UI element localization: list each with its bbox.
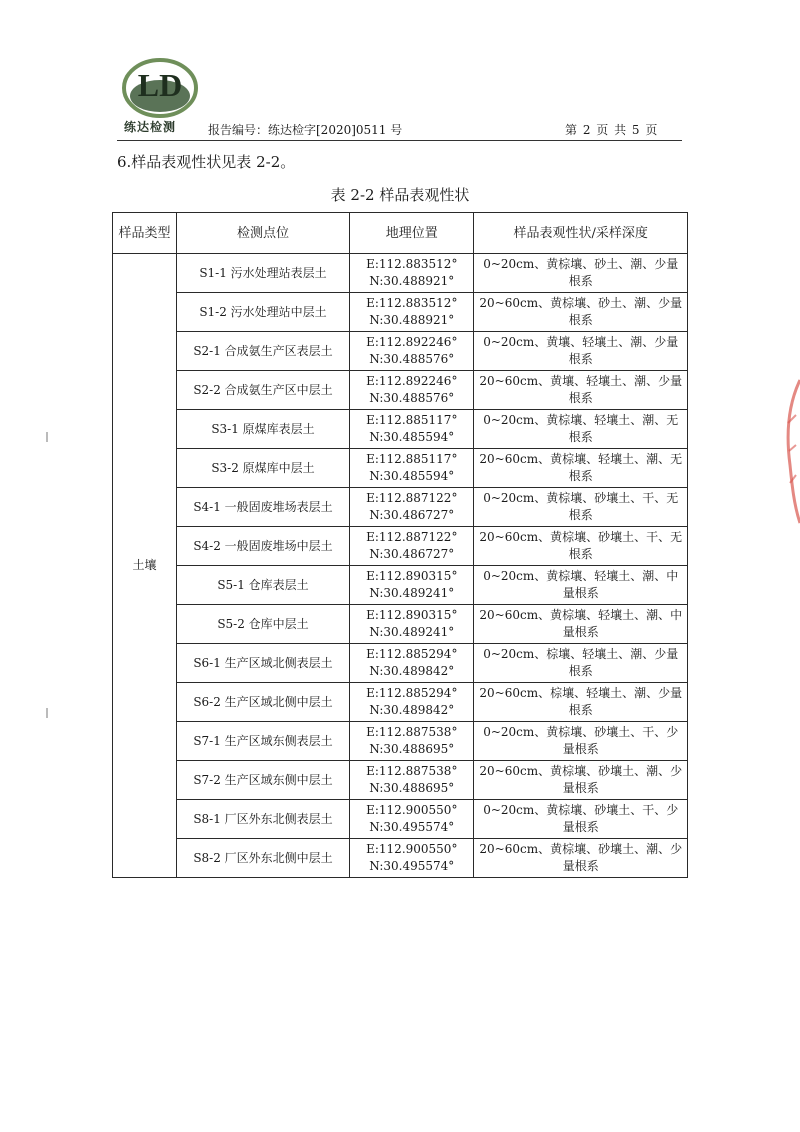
table-row bbox=[113, 800, 688, 839]
appearance-cell: 0~20cm、黄棕壤、轻壤土、潮、无根系 bbox=[474, 410, 688, 449]
latitude: N:30.495574° bbox=[369, 820, 455, 834]
point-cell: S1-1 污水处理站表层土 bbox=[176, 254, 349, 293]
location-cell bbox=[350, 605, 474, 644]
longitude: E:112.892246° bbox=[366, 374, 458, 388]
longitude: E:112.887122° bbox=[366, 530, 458, 544]
longitude: E:112.900550° bbox=[366, 842, 458, 856]
latitude: N:30.485594° bbox=[369, 430, 455, 444]
header-sample-type: 样品类型 bbox=[113, 213, 177, 254]
appearance-cell: 20~60cm、黄壤、轻壤土、潮、少量根系 bbox=[474, 371, 688, 410]
binding-mark bbox=[46, 708, 48, 718]
latitude: N:30.488576° bbox=[369, 391, 455, 405]
point-cell: S3-1 原煤库表层土 bbox=[176, 410, 349, 449]
table-row bbox=[113, 722, 688, 761]
point-cell: S1-2 污水处理站中层土 bbox=[176, 293, 349, 332]
header-divider bbox=[117, 140, 682, 141]
location-cell bbox=[350, 449, 474, 488]
latitude: N:30.495574° bbox=[369, 859, 455, 873]
table-row bbox=[113, 761, 688, 800]
longitude: E:112.892246° bbox=[366, 335, 458, 349]
latitude: N:30.485594° bbox=[369, 469, 455, 483]
sample-type-cell: 土壤 bbox=[113, 254, 177, 878]
latitude: N:30.489241° bbox=[369, 586, 455, 600]
table-row bbox=[113, 644, 688, 683]
latitude: N:30.488921° bbox=[369, 313, 455, 327]
point-cell: S6-1 生产区域北侧表层土 bbox=[176, 644, 349, 683]
table-row bbox=[113, 449, 688, 488]
table-row bbox=[113, 293, 688, 332]
table-caption: 表 2-2 样品表观性状 bbox=[330, 186, 470, 204]
point-cell: S4-2 一般固废堆场中层土 bbox=[176, 527, 349, 566]
longitude: E:112.887122° bbox=[366, 491, 458, 505]
latitude: N:30.488921° bbox=[369, 274, 455, 288]
latitude: N:30.489842° bbox=[369, 703, 455, 717]
seal-stamp-fragment bbox=[784, 375, 800, 525]
point-cell: S5-1 仓库表层土 bbox=[176, 566, 349, 605]
location-cell bbox=[350, 683, 474, 722]
appearance-cell: 20~60cm、棕壤、轻壤土、潮、少量根系 bbox=[474, 683, 688, 722]
location-cell bbox=[350, 371, 474, 410]
header-appearance: 样品表观性状/采样深度 bbox=[474, 213, 688, 254]
longitude: E:112.890315° bbox=[366, 608, 458, 622]
table-row bbox=[113, 371, 688, 410]
point-cell: S8-2 厂区外东北侧中层土 bbox=[176, 839, 349, 878]
longitude: E:112.885117° bbox=[366, 452, 458, 466]
longitude: E:112.887538° bbox=[366, 764, 458, 778]
section-title: 6.样品表观性状见表 2-2。 bbox=[117, 153, 296, 171]
point-cell: S6-2 生产区域北侧中层土 bbox=[176, 683, 349, 722]
sample-appearance-table bbox=[112, 212, 688, 878]
report-number: 报告编号：练达检字[2020]0511 号 bbox=[208, 123, 403, 137]
point-cell: S4-1 一般固废堆场表层土 bbox=[176, 488, 349, 527]
location-cell bbox=[350, 254, 474, 293]
point-cell: S5-2 仓库中层土 bbox=[176, 605, 349, 644]
header-location: 地理位置 bbox=[350, 213, 474, 254]
table-header-row bbox=[113, 213, 688, 254]
binding-mark bbox=[46, 432, 48, 442]
location-cell bbox=[350, 722, 474, 761]
appearance-cell: 0~20cm、黄棕壤、轻壤土、潮、中量根系 bbox=[474, 566, 688, 605]
latitude: N:30.486727° bbox=[369, 547, 455, 561]
table-row bbox=[113, 488, 688, 527]
logo-text: LD bbox=[137, 67, 183, 103]
company-logo bbox=[120, 56, 200, 120]
appearance-cell: 20~60cm、黄棕壤、砂壤土、干、无根系 bbox=[474, 527, 688, 566]
latitude: N:30.488695° bbox=[369, 742, 455, 756]
appearance-cell: 0~20cm、黄壤、轻壤土、潮、少量根系 bbox=[474, 332, 688, 371]
longitude: E:112.885294° bbox=[366, 686, 458, 700]
longitude: E:112.885117° bbox=[366, 413, 458, 427]
longitude: E:112.885294° bbox=[366, 647, 458, 661]
table-row bbox=[113, 683, 688, 722]
point-cell: S8-1 厂区外东北侧表层土 bbox=[176, 800, 349, 839]
table-row bbox=[113, 332, 688, 371]
point-cell: S2-1 合成氨生产区表层土 bbox=[176, 332, 349, 371]
latitude: N:30.488576° bbox=[369, 352, 455, 366]
location-cell bbox=[350, 332, 474, 371]
location-cell bbox=[350, 839, 474, 878]
appearance-cell: 0~20cm、棕壤、轻壤土、潮、少量根系 bbox=[474, 644, 688, 683]
table-row bbox=[113, 605, 688, 644]
latitude: N:30.489241° bbox=[369, 625, 455, 639]
point-cell: S3-2 原煤库中层土 bbox=[176, 449, 349, 488]
appearance-cell: 0~20cm、黄棕壤、砂壤土、干、少量根系 bbox=[474, 800, 688, 839]
table-row bbox=[113, 566, 688, 605]
longitude: E:112.890315° bbox=[366, 569, 458, 583]
longitude: E:112.883512° bbox=[366, 296, 458, 310]
latitude: N:30.486727° bbox=[369, 508, 455, 522]
location-cell bbox=[350, 761, 474, 800]
header-point: 检测点位 bbox=[176, 213, 349, 254]
appearance-cell: 20~60cm、黄棕壤、砂壤土、潮、少量根系 bbox=[474, 761, 688, 800]
logo-subtitle: 练达检测 bbox=[124, 120, 177, 134]
table-row bbox=[113, 410, 688, 449]
latitude: N:30.489842° bbox=[369, 664, 455, 678]
appearance-cell: 0~20cm、黄棕壤、砂土、潮、少量根系 bbox=[474, 254, 688, 293]
table-row bbox=[113, 527, 688, 566]
page-indicator: 第 2 页 共 5 页 bbox=[565, 123, 658, 137]
appearance-cell: 0~20cm、黄棕壤、砂壤土、干、无根系 bbox=[474, 488, 688, 527]
appearance-cell: 20~60cm、黄棕壤、轻壤土、潮、无根系 bbox=[474, 449, 688, 488]
appearance-cell: 20~60cm、黄棕壤、轻壤土、潮、中量根系 bbox=[474, 605, 688, 644]
table-row bbox=[113, 254, 688, 293]
location-cell bbox=[350, 293, 474, 332]
location-cell bbox=[350, 566, 474, 605]
location-cell bbox=[350, 410, 474, 449]
table-row bbox=[113, 839, 688, 878]
location-cell bbox=[350, 644, 474, 683]
longitude: E:112.900550° bbox=[366, 803, 458, 817]
latitude: N:30.488695° bbox=[369, 781, 455, 795]
location-cell bbox=[350, 527, 474, 566]
point-cell: S7-2 生产区域东侧中层土 bbox=[176, 761, 349, 800]
appearance-cell: 20~60cm、黄棕壤、砂壤土、潮、少量根系 bbox=[474, 839, 688, 878]
point-cell: S2-2 合成氨生产区中层土 bbox=[176, 371, 349, 410]
longitude: E:112.887538° bbox=[366, 725, 458, 739]
point-cell: S7-1 生产区域东侧表层土 bbox=[176, 722, 349, 761]
location-cell bbox=[350, 800, 474, 839]
longitude: E:112.883512° bbox=[366, 257, 458, 271]
appearance-cell: 0~20cm、黄棕壤、砂壤土、干、少量根系 bbox=[474, 722, 688, 761]
appearance-cell: 20~60cm、黄棕壤、砂土、潮、少量根系 bbox=[474, 293, 688, 332]
location-cell bbox=[350, 488, 474, 527]
